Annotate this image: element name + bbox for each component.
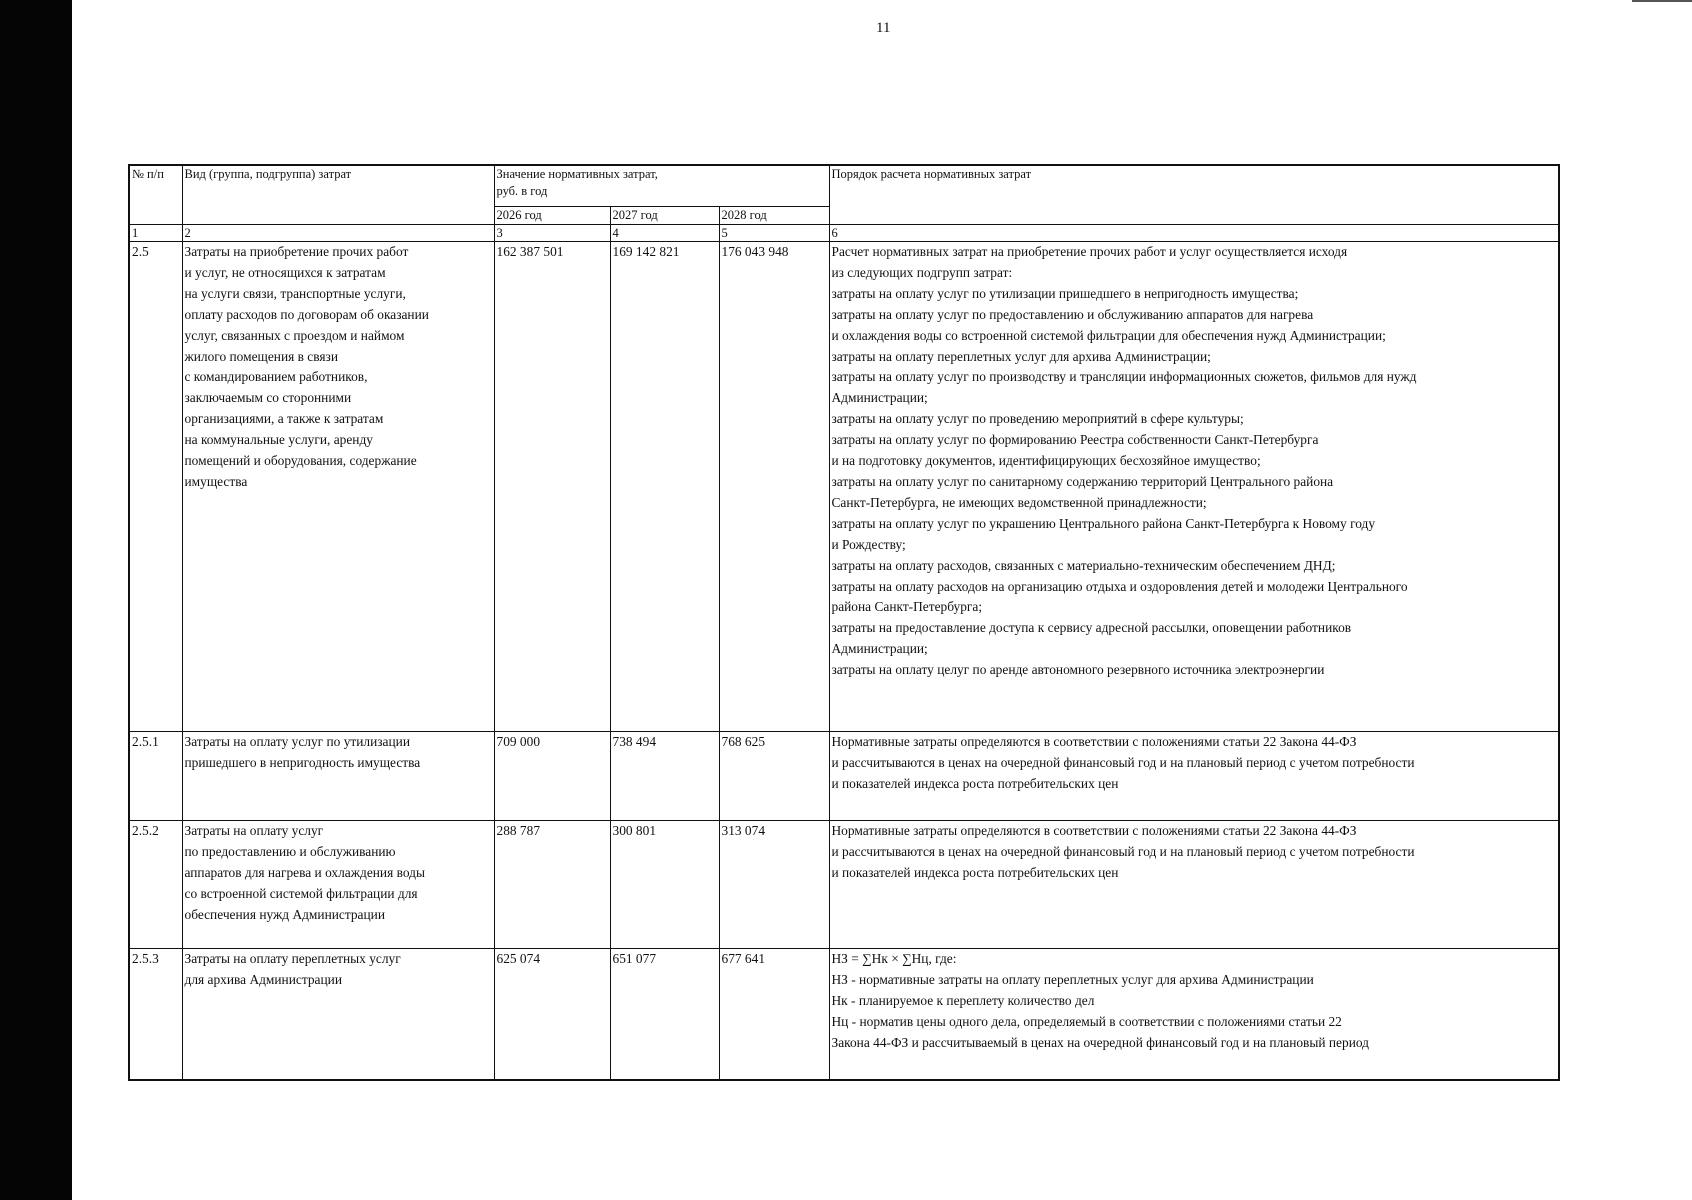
column-number-row bbox=[129, 225, 1559, 242]
header-year-2027: 2027 год bbox=[610, 207, 719, 225]
header-year-2028: 2028 год bbox=[719, 207, 829, 225]
row-value-2026: 709 000 bbox=[494, 732, 610, 821]
row-order: Нормативные затраты определяются в соответствии с положениями статьи 22 Закона 44-ФЗ и рассчитываются в ценах на очередной финансовый год и на плановый период с учетом потребности и показателей индекса роста потребительских цен bbox=[829, 732, 1559, 821]
page-number: 11 bbox=[876, 20, 891, 36]
column-number: 6 bbox=[829, 225, 1559, 242]
column-number: 1 bbox=[129, 225, 182, 242]
row-value-2026: 162 387 501 bbox=[494, 242, 610, 732]
row-kind: Затраты на приобретение прочих работ и услуг, не относящихся к затратам на услуги связи, транспортные услуги, оплату расходов по договорам об оказании услуг, связанных с проездом и наймом жилого помещения в связи с командированием работников, заключаемым со сторонними организациями, а также к затратам на коммунальные услуги, аренду помещений и оборудования, содержание имущества bbox=[182, 242, 494, 732]
header-values: Значение нормативных затрат, руб. в год bbox=[494, 165, 829, 207]
column-number: 3 bbox=[494, 225, 610, 242]
header-num: № п/п bbox=[129, 165, 182, 225]
row-value-2028: 768 625 bbox=[719, 732, 829, 821]
row-kind: Затраты на оплату переплетных услуг для архива Администрации bbox=[182, 949, 494, 1080]
header-year-2026: 2026 год bbox=[494, 207, 610, 225]
column-number: 5 bbox=[719, 225, 829, 242]
header-kind: Вид (группа, подгруппа) затрат bbox=[182, 165, 494, 225]
normative-costs-table bbox=[128, 164, 1560, 1081]
row-num: 2.5.2 bbox=[129, 821, 182, 949]
table-row bbox=[129, 732, 1559, 821]
column-number: 4 bbox=[610, 225, 719, 242]
row-value-2028: 176 043 948 bbox=[719, 242, 829, 732]
row-value-2028: 677 641 bbox=[719, 949, 829, 1080]
row-value-2026: 625 074 bbox=[494, 949, 610, 1080]
row-order: НЗ = ∑Нк × ∑Нц, где: НЗ - нормативные затраты на оплату переплетных услуг для архива Администрации Нк - планируемое к переплету количество дел Нц - норматив цены одного дела, определяемый в соответствии с положениями статьи 22 Закона 44-ФЗ и рассчитываемый в ценах на очередной финансовый год и на плановый период bbox=[829, 949, 1559, 1080]
row-num: 2.5.1 bbox=[129, 732, 182, 821]
row-num: 2.5.3 bbox=[129, 949, 182, 1080]
row-value-2027: 738 494 bbox=[610, 732, 719, 821]
header-order: Порядок расчета нормативных затрат bbox=[829, 165, 1559, 225]
row-value-2027: 169 142 821 bbox=[610, 242, 719, 732]
row-kind: Затраты на оплату услуг по предоставлению и обслуживанию аппаратов для нагрева и охлаждения воды со встроенной системой фильтрации для обеспечения нужд Администрации bbox=[182, 821, 494, 949]
row-value-2028: 313 074 bbox=[719, 821, 829, 949]
row-value-2026: 288 787 bbox=[494, 821, 610, 949]
table-header-row bbox=[129, 165, 1559, 207]
row-kind: Затраты на оплату услуг по утилизации пришедшего в непригодность имущества bbox=[182, 732, 494, 821]
row-order: Нормативные затраты определяются в соответствии с положениями статьи 22 Закона 44-ФЗ и рассчитываются в ценах на очередной финансовый год и на плановый период с учетом потребности и показателей индекса роста потребительских цен bbox=[829, 821, 1559, 949]
table-row bbox=[129, 821, 1559, 949]
scan-dark-edge bbox=[0, 0, 72, 1200]
row-value-2027: 300 801 bbox=[610, 821, 719, 949]
column-number: 2 bbox=[182, 225, 494, 242]
scan-top-mark bbox=[1632, 0, 1692, 2]
table-row bbox=[129, 949, 1559, 1080]
table-row bbox=[129, 242, 1559, 732]
row-num: 2.5 bbox=[129, 242, 182, 732]
row-value-2027: 651 077 bbox=[610, 949, 719, 1080]
row-order: Расчет нормативных затрат на приобретение прочих работ и услуг осуществляется исходя из следующих подгрупп затрат: затраты на оплату услуг по утилизации пришедшего в непригодность имущества; затраты на оплату услуг по предоставлению и обслуживанию аппаратов для нагрева и охлаждения воды со встроенной системой фильтрации для обеспечения нужд Администрации; затраты на оплату переплетных услуг для архива Администрации; затраты на оплату услуг по производству и трансляции информационных сюжетов, фильмов для нужд Администрации; затраты на оплату услуг по проведению мероприятий в сфере культуры; затраты на оплату услуг по формированию Реестра собственности Санкт-Петербурга и на подготовку документов, идентифицирующих бесхозяйное имущество; затраты на оплату услуг по санитарному содержанию территорий Центрального района Санкт-Петербурга, не имеющих ведомственной принадлежности; затраты на оплату услуг по украшению Центрального района Санкт-Петербурга к Новому году и Рождеству; затраты на оплату расходов, связанных с материально-техническим обеспечением ДНД; затраты на оплату расходов на организацию отдыха и оздоровления детей и молодежи Центрального района Санкт-Петербурга; затраты на предоставление доступа к сервису адресной рассылки, оповещении работников Администрации; затраты на оплату целуг по аренде автономного резервного источника электроэнергии bbox=[829, 242, 1559, 732]
